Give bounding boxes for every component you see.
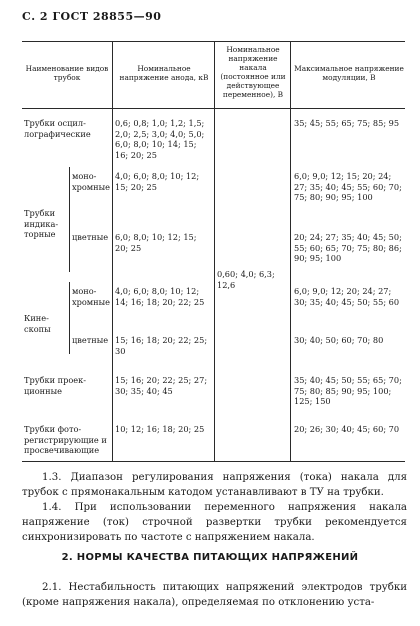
row-kinescope-color-anode: 15; 16; 18; 20; 22; 25; 30 — [115, 335, 208, 356]
row-kinescope-mono-label: моно-хромные — [72, 286, 110, 307]
row-projection-name: Трубки проек-ционные — [24, 375, 86, 396]
row-kinescope-mono-modulation: 6,0; 9,0; 12; 20; 24; 27; 30; 35; 40; 45; 50; 55; 60 — [294, 286, 400, 307]
row-indicator-color-anode: 6,0; 8,0; 10; 12; 15; 20; 25 — [115, 232, 197, 253]
heater-values: 0,60; 4,0; 6,3; 12,6 — [217, 269, 275, 290]
subgroup-rule-kinescope — [69, 282, 70, 354]
header-modulation: Максимальное напряжение модуляции, В — [294, 64, 404, 82]
col-rule-3 — [290, 41, 291, 462]
row-kinescope-color-modulation: 30; 40; 50; 60; 70; 80 — [294, 335, 384, 345]
row-kinescope-color-label: цветные — [72, 335, 109, 345]
row-kinescope-group: Кине-скопы — [24, 313, 51, 334]
paragraph-2-1: 2.1. Нестабильность питающих напряжений электродов трубки (кроме напряжения накала), определяемая по отклонению уста- — [22, 582, 407, 608]
paragraph-1-3: 1.3. Диапазон регулирования напряжения (тока) накала для трубок с прямонакальным катодом устанавливают в ТУ на трубки. — [22, 472, 407, 498]
row-photo-name: Трубки фото-регистрирующие и просвечивающие — [24, 424, 107, 456]
row-oscillo-name: Трубки осцил-лографические — [24, 118, 91, 139]
row-indicator-mono-label: моно-хромные — [72, 171, 110, 192]
row-indicator-color-modulation: 20; 24; 27; 35; 40; 45; 50; 55; 60; 65; 70; 75; 80; 86; 90; 95; 100 — [294, 232, 402, 264]
row-projection-modulation: 35; 40; 45; 50; 55; 65; 70; 75; 80; 85; 90; 95; 100; 125; 150 — [294, 375, 402, 407]
header-name: Наименование видов трубок — [25, 64, 109, 82]
header-anode: Номинальное напряжение анода, кВ — [119, 64, 209, 82]
col-rule-2 — [214, 41, 215, 462]
row-indicator-mono-modulation: 6,0; 9,0; 12; 15; 20; 24; 27; 35; 40; 45; 55; 60; 70; 75; 80; 90; 95; 100 — [294, 171, 402, 203]
row-projection-anode: 15; 16; 20; 22; 25; 27; 30; 35; 40; 45 — [115, 375, 208, 396]
row-photo-modulation: 20; 26; 30; 40; 45; 60; 70 — [294, 424, 400, 434]
col-rule-1 — [112, 41, 113, 462]
row-indicator-mono-anode: 4,0; 6,0; 8,0; 10; 12; 15; 20; 25 — [115, 171, 200, 192]
row-indicator-group: Трубки индика-торные — [24, 208, 59, 240]
row-oscillo-anode: 0,6; 0,8; 1,0; 1,2; 1,5; 2,0; 2,5; 3,0; 4,0; 5,0; 6,0; 8,0; 10; 14; 15; 16; 20; 25 — [115, 118, 205, 160]
row-indicator-color-label: цветные — [72, 232, 109, 242]
page-header: С. 2 ГОСТ 28855—90 — [22, 10, 162, 23]
paragraph-1-4: 1.4. При использовании переменного напряжения накала напряжение (ток) строчной развертки трубки рекомендуется синхронизировать по частоте с напряжением накала. — [22, 502, 407, 543]
row-oscillo-modulation: 35; 45; 55; 65; 75; 85; 95 — [294, 118, 400, 128]
row-kinescope-mono-anode: 4,0; 6,0; 8,0; 10; 12; 14; 16; 18; 20; 22; 25 — [115, 286, 205, 307]
header-heater: Номинальное напряжение накала (постоянное или действующее переменное), В — [220, 45, 286, 99]
row-photo-anode: 10; 12; 16; 18; 20; 25 — [115, 424, 205, 434]
subgroup-rule-indicator — [69, 167, 70, 272]
section-2-heading: 2. НОРМЫ КАЧЕСТВА ПИТАЮЩИХ НАПРЯЖЕНИЙ — [61, 552, 359, 563]
